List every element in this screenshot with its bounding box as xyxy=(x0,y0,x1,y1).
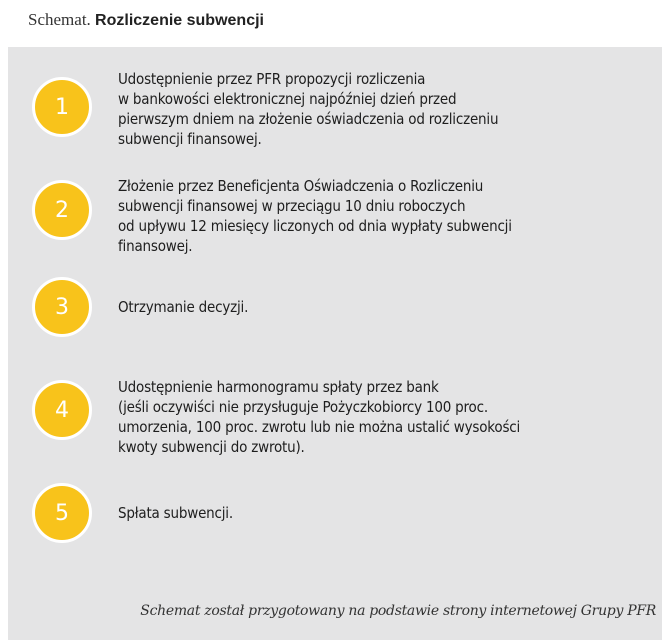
step-number-badge: 5 xyxy=(32,483,92,543)
step-description xyxy=(118,377,638,457)
step-number-badge: 3 xyxy=(32,277,92,337)
step-description xyxy=(118,69,638,149)
title-prefix: Schemat. xyxy=(28,10,91,29)
step-description xyxy=(118,297,638,317)
step-line: Udostępnienie przez PFR propozycji rozliczenia xyxy=(118,70,426,88)
step-line: pierwszym dniem na złożenie oświadczenia od rozliczeniu xyxy=(118,110,499,128)
step-line: kwoty subwencji do zwrotu). xyxy=(118,438,305,456)
diagram-title xyxy=(28,10,264,30)
steps-panel xyxy=(8,47,662,640)
source-note: Schemat został przygotowany na podstawie strony internetowej Grupy PFR xyxy=(140,603,656,619)
title-main: Rozliczenie subwencji xyxy=(95,12,264,29)
step-line: Udostępnienie harmonogramu spłaty przez bank xyxy=(118,378,439,396)
step-line: subwencji finansowej w przeciągu 10 dniu roboczych xyxy=(118,197,466,215)
step-number-badge: 1 xyxy=(32,77,92,137)
step-line: Otrzymanie decyzji. xyxy=(118,298,249,316)
step-line: w bankowości elektronicznej najpóźniej dzień przed xyxy=(118,90,457,108)
step-number-badge: 2 xyxy=(32,180,92,240)
step-line: od upływu 12 miesięcy liczonych od dnia wypłaty subwencji xyxy=(118,217,512,235)
step-description xyxy=(118,503,638,523)
step-line: finansowej. xyxy=(118,237,193,255)
step-description xyxy=(118,176,638,256)
step-line: umorzenia, 100 proc. zwrotu lub nie można ustalić wysokości xyxy=(118,418,521,436)
step-line: Spłata subwencji. xyxy=(118,504,233,522)
step-number-badge: 4 xyxy=(32,380,92,440)
step-line: Złożenie przez Beneficjenta Oświadczenia o Rozliczeniu xyxy=(118,177,484,195)
step-line: (jeśli oczywiści nie przysługuje Pożyczkobiorcy 100 proc. xyxy=(118,398,488,416)
step-line: subwencji finansowej. xyxy=(118,130,262,148)
